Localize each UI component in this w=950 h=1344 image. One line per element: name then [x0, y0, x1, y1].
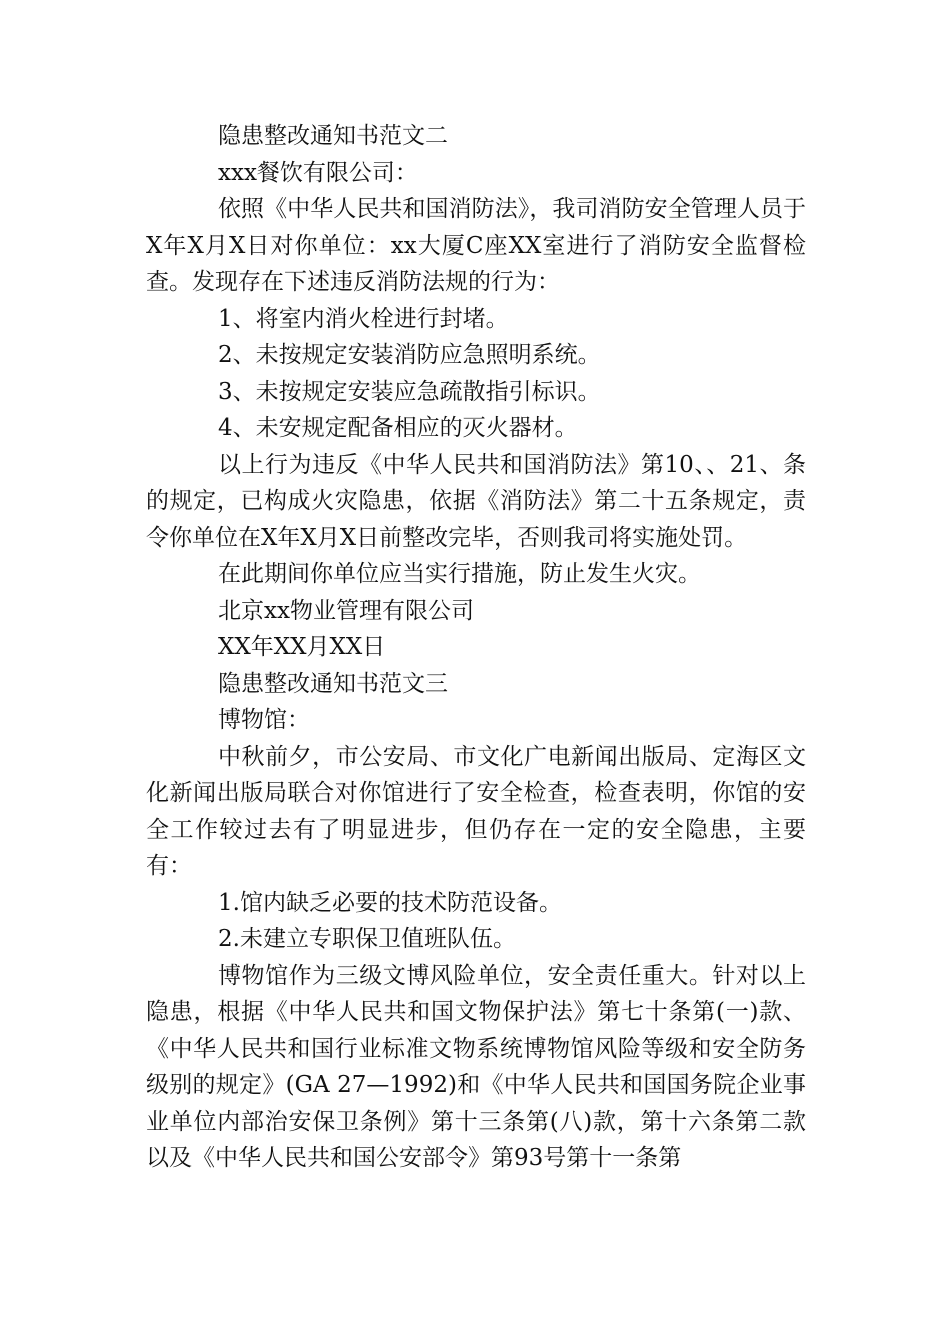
list-item: 3、未按规定安装应急疏散指引标识。 [218, 378, 601, 405]
list-item: 1、将室内消火栓进行封堵。 [218, 305, 509, 332]
signature-company: 北京xx物业管理有限公司 [218, 597, 474, 624]
signature-date: XX年XX月XX日 [218, 634, 386, 660]
list-item: 2、未按规定安装消防应急照明系统。 [218, 342, 601, 368]
list-item: 1.馆内缺乏必要的技术防范设备。 [218, 889, 562, 916]
body-paragraph: 中秋前夕，市公安局、市文化广电新闻出版局、定海区文化新闻出版局联合对你馆进行了安全检查，检查表明，你馆的安全工作较过去有了明显进步，但仍存在一定的安全隐患，主要有： [146, 743, 806, 879]
body-paragraph: 在此期间你单位应当实行措施，防止发生火灾。 [218, 561, 701, 587]
body-paragraph: 以上行为违反《中华人民共和国消防法》第10、、21、条的规定，已构成火灾隐患，依据《消防法》第二十五条规定，责令你单位在X年X月X日前整改完毕，否则我司将实施处罚。 [146, 451, 806, 551]
recipient-line: 博物馆： [218, 707, 310, 733]
body-paragraph: 依照《中华人民共和国消防法》，我司消防安全管理人员于X年X月X日对你单位：xx大厦C座XX室进行了消防安全监督检查。发现存在下述违反消防法规的行为： [146, 196, 806, 295]
document-body [146, 118, 806, 1177]
section-title-2: 隐患整改通知书范文二 [218, 123, 448, 149]
section-title-3: 隐患整改通知书范文三 [218, 670, 448, 697]
recipient-line: xxx餐饮有限公司： [218, 159, 418, 186]
list-item: 4、未安规定配备相应的灭火器材。 [218, 415, 578, 441]
body-paragraph: 博物馆作为三级文博风险单位，安全责任重大。针对以上隐患，根据《中华人民共和国文物保护法》第七十条第(一)款、《中华人民共和国行业标准文物系统博物馆风险等级和安全防务级别的规定》(GA 27—1992)和《中华人民共和国国务院企业事业单位内部治安保卫条例》第十三条第(八)款，第十六条第二款以及《中华人民共和国公安部令》第93号第十一条第 [146, 962, 806, 1171]
list-item: 2.未建立专职保卫值班队伍。 [218, 926, 516, 952]
